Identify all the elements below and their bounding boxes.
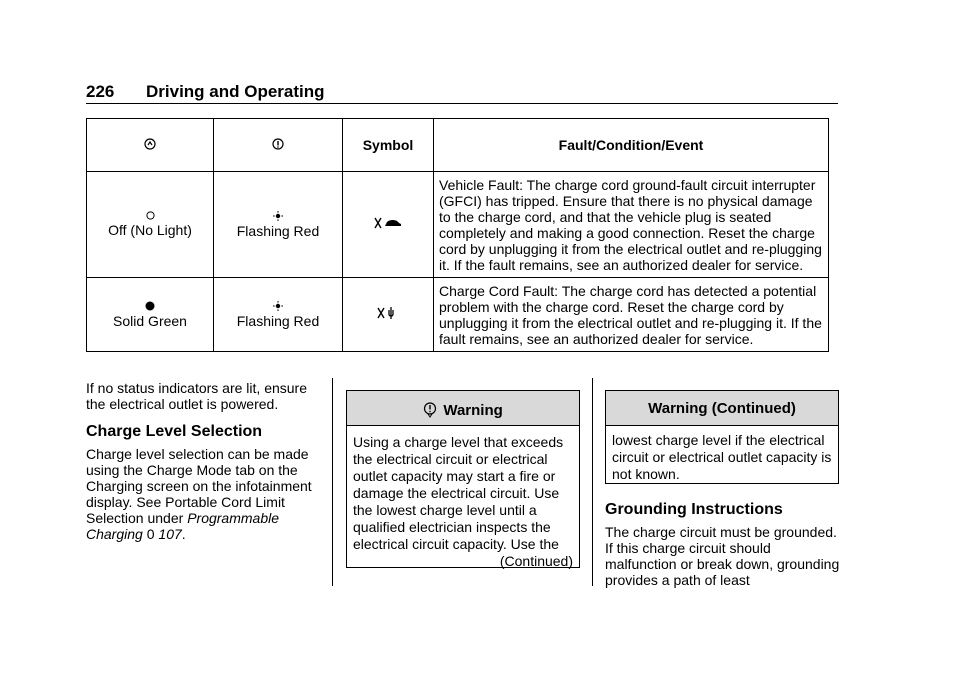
charge-status-icon (272, 138, 284, 150)
plug-status-icon (144, 138, 156, 150)
indicator1-cell (87, 278, 214, 352)
table-header-charge-indicator (214, 119, 343, 172)
charge-level-paragraph: Charge level selection can be made using the Charge Mode tab on the Charging screen on the infotainment display. See Portable Cord Limit Selection under Programmable Charging 0 107. (86, 446, 312, 542)
warning-box (346, 390, 580, 568)
symbol-cell (343, 278, 434, 352)
grounding-heading: Grounding Instructions (605, 501, 783, 518)
indicator2-label: Flashing Red (236, 222, 320, 239)
circle-outline-icon (146, 211, 155, 220)
page-ref-number[interactable]: 107 (158, 526, 182, 542)
warning-header (347, 391, 579, 426)
indicator2-label: Flashing Red (236, 312, 320, 329)
table-header-plug-indicator (87, 119, 214, 172)
flashing-light-icon (273, 211, 283, 221)
indicator1-label: Off (No Light) (108, 222, 192, 238)
table-row (87, 172, 829, 278)
table-row (87, 278, 829, 352)
page-number: 226 (86, 82, 115, 101)
header-divider (86, 103, 838, 104)
flashing-light-icon (273, 301, 283, 311)
description-cell: Charge Cord Fault: The charge cord has detected a potential problem with the charge cord. Reset the charge cord by unplugging it from the electrical outlet and re-plugging it. If the fault remains, see an authorized dealer for service. (434, 278, 829, 352)
warning-body: Using a charge level that exceeds the electrical circuit or electrical outlet capacity may start a fire or damage the electrical circuit. Use the lowest charge level until a qualified electrician inspects the electrical circuit capacity. Use the (353, 434, 564, 552)
warning-icon (423, 402, 437, 418)
indicator1-label: Solid Green (113, 312, 187, 329)
indicator1-cell (87, 172, 214, 278)
page-header (86, 82, 838, 104)
indicator2-cell (214, 172, 343, 278)
grounding-paragraph: The charge circuit must be grounded. If this charge circuit should malfunction or break down, grounding provides a path of least (605, 524, 840, 588)
intro-paragraph: If no status indicators are lit, ensure the electrical outlet is powered. (86, 380, 307, 412)
table-header-row (87, 119, 829, 172)
solid-dot-icon (145, 301, 155, 311)
status-indicator-table (86, 118, 829, 352)
warning-continued-box (605, 390, 839, 484)
table-header-fault: Fault/Condition/Event (434, 119, 829, 172)
warning-continued-body: lowest charge level if the electrical circuit or electrical outlet capacity is not known. (612, 432, 832, 482)
description-cell: Vehicle Fault: The charge cord ground-fault circuit interrupter (GFCI) has tripped. Ensure that there is no physical damage to the charge cord, and that the vehicle plug is seated completely and making a good connection. Reset the charge cord by unplugging it from the electrical outlet and re-plugging it. If the fault remains, see an authorized dealer for service. (434, 172, 829, 278)
left-column (86, 380, 322, 542)
column-divider-left (332, 378, 333, 586)
charge-level-heading: Charge Level Selection (86, 423, 263, 440)
warning-title: Warning (443, 402, 503, 419)
page-ref-symbol: 0 (146, 526, 155, 542)
continued-label: (Continued) (499, 553, 573, 569)
section-title: Driving and Operating (146, 82, 325, 101)
programmable-charging-link[interactable]: Programmable Charging (86, 510, 280, 542)
right-column (605, 502, 841, 588)
vehicle-fault-icon (374, 216, 402, 230)
warning-continued-header: Warning (Continued) (606, 391, 838, 426)
table-header-symbol: Symbol (343, 119, 434, 172)
column-divider-right (592, 378, 593, 586)
symbol-cell (343, 172, 434, 278)
charge-cord-fault-icon (377, 305, 399, 321)
charge-level-text: Charge level selection can be made using the Charge Mode tab on the Charging screen on the infotainment display. See Portable Cord Limit Selection under (86, 446, 312, 526)
indicator2-cell (214, 278, 343, 352)
